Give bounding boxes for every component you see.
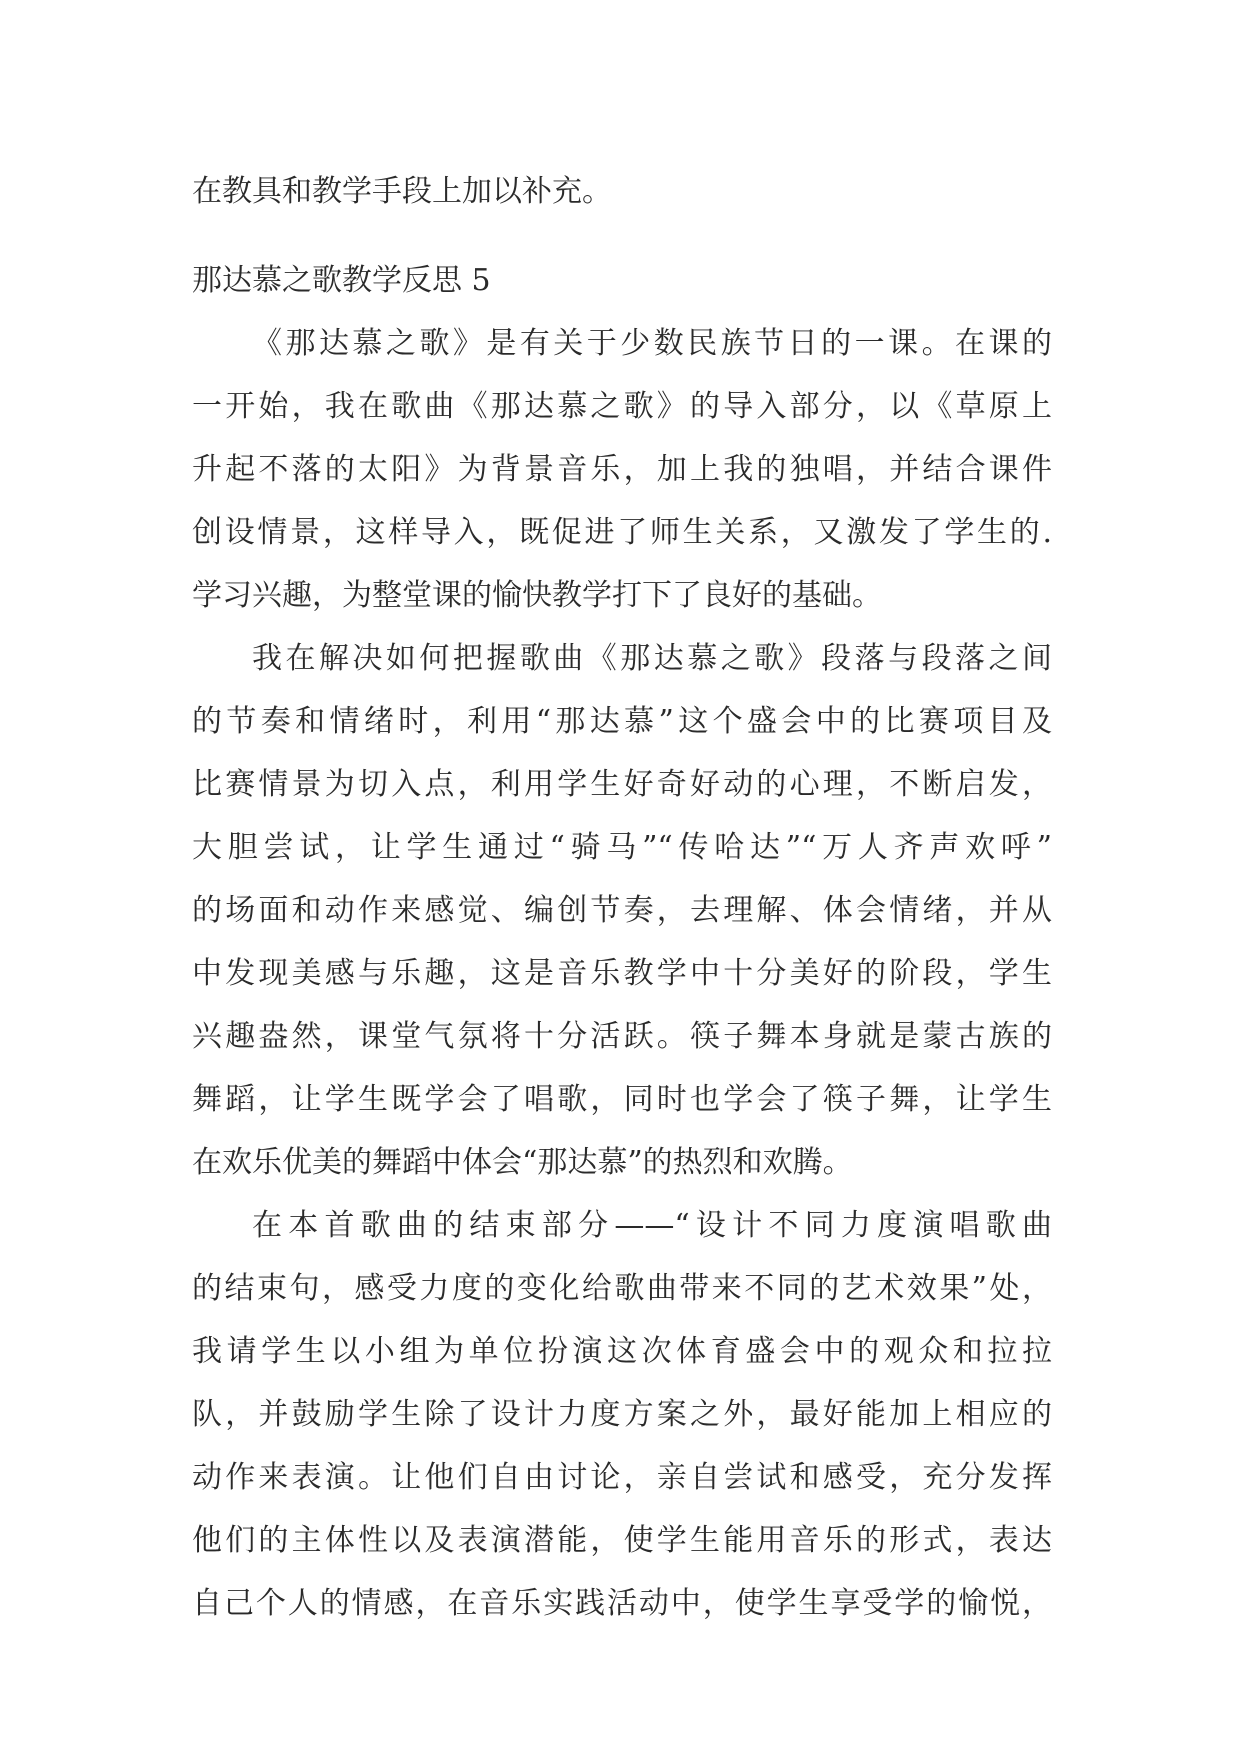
text-line: 《那达慕之歌》是有关于少数民族节日的一课。在课的: [252, 326, 1052, 361]
text-line: 升起不落的太阳》为背景音乐，加上我的独唱，并结合课件: [192, 452, 1052, 487]
text-line: 中发现美感与乐趣，这是音乐教学中十分美好的阶段，学生: [192, 956, 1052, 991]
text-line: 他们的主体性以及表演潜能，使学生能用音乐的形式，表达: [192, 1523, 1052, 1558]
text-line: 的场面和动作来感觉、编创节奏，去理解、体会情绪，并从: [192, 893, 1052, 928]
text-line: 我请学生以小组为单位扮演这次体育盛会中的观众和拉拉: [192, 1334, 1052, 1369]
text-line: 在欢乐优美的舞蹈中体会“那达慕”的热烈和欢腾。: [192, 1145, 853, 1180]
text-line: 比赛情景为切入点，利用学生好奇好动的心理，不断启发，: [192, 767, 1052, 802]
text-line: 的结束句，感受力度的变化给歌曲带来不同的艺术效果”处，: [192, 1271, 1052, 1306]
text-line: 的节奏和情绪时，利用“那达慕”这个盛会中的比赛项目及: [192, 704, 1052, 739]
text-line: 创设情景，这样导入，既促进了师生关系，又激发了学生的.: [192, 515, 1052, 550]
paragraph-1: [192, 312, 1052, 627]
text-line: 在教具和教学手段上加以补充。: [192, 174, 612, 209]
text-line: 队，并鼓励学生除了设计力度方案之外，最好能加上相应的: [192, 1397, 1052, 1432]
text-line: 大胆尝试，让学生通过“骑马”“传哈达”“万人齐声欢呼”: [192, 830, 1052, 865]
paragraph-3: [192, 1194, 1052, 1635]
text-line: 兴趣盎然，课堂气氛将十分活跃。筷子舞本身就是蒙古族的: [192, 1019, 1052, 1054]
text-line: 自己个人的情感，在音乐实践活动中，使学生享受学的愉悦，: [192, 1586, 1052, 1621]
paragraph-2: [192, 627, 1052, 1194]
text-line: 舞蹈，让学生既学会了唱歌，同时也学会了筷子舞，让学生: [192, 1082, 1052, 1117]
text-line: 学习兴趣，为整堂课的愉快教学打下了良好的基础。: [192, 578, 882, 613]
text-line: 我在解决如何把握歌曲《那达慕之歌》段落与段落之间: [252, 641, 1052, 676]
document-body: [192, 160, 1052, 1635]
text-line: 在本首歌曲的结束部分——“设计不同力度演唱歌曲: [252, 1208, 1052, 1243]
section-title: 那达慕之歌教学反思 5: [192, 263, 491, 298]
text-line: 一开始，我在歌曲《那达慕之歌》的导入部分，以《草原上: [192, 389, 1052, 424]
text-line: 动作来表演。让他们自由讨论，亲自尝试和感受，充分发挥: [192, 1460, 1052, 1495]
